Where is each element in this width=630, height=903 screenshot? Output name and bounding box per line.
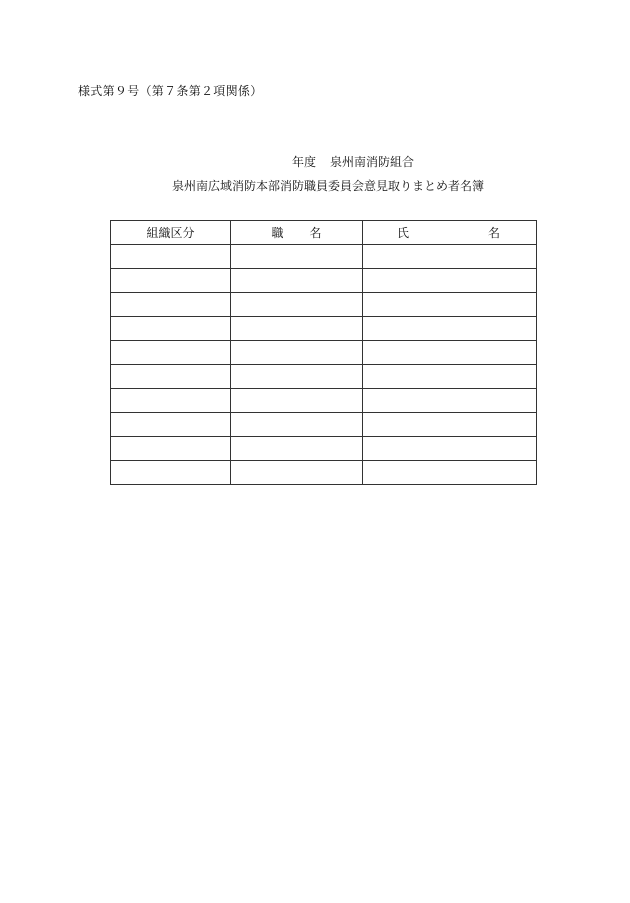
post-cell[interactable]	[231, 293, 363, 317]
table-row	[111, 413, 537, 437]
post-cell[interactable]	[231, 389, 363, 413]
post-cell[interactable]	[231, 245, 363, 269]
name-cell[interactable]	[363, 365, 537, 389]
name-cell[interactable]	[363, 461, 537, 485]
post-cell[interactable]	[231, 269, 363, 293]
column-header-org-division	[111, 221, 231, 245]
table-row	[111, 365, 537, 389]
fiscal-year-label: 年度	[292, 155, 317, 169]
name-cell[interactable]	[363, 317, 537, 341]
fiscal-year-line	[292, 153, 414, 170]
name-cell[interactable]	[363, 341, 537, 365]
org-division-cell[interactable]	[111, 461, 231, 485]
form-number: 様式第９号（第７条第２項関係）	[78, 84, 263, 98]
org-division-cell[interactable]	[111, 389, 231, 413]
post-cell[interactable]	[231, 461, 363, 485]
org-division-cell[interactable]	[111, 317, 231, 341]
table-body	[111, 245, 537, 485]
post-label-char-1: 職	[271, 226, 284, 240]
name-label-char-2: 名	[487, 226, 500, 240]
org-division-cell[interactable]	[111, 413, 231, 437]
table-row	[111, 245, 537, 269]
column-header-name	[363, 221, 537, 245]
org-division-label: 組織区分	[146, 226, 195, 240]
table-row	[111, 317, 537, 341]
org-division-cell[interactable]	[111, 245, 231, 269]
name-label-char-1: 氏	[397, 226, 410, 240]
column-header-post	[231, 221, 363, 245]
org-division-cell[interactable]	[111, 293, 231, 317]
org-division-cell[interactable]	[111, 365, 231, 389]
post-cell[interactable]	[231, 317, 363, 341]
post-cell[interactable]	[231, 365, 363, 389]
table-row	[111, 389, 537, 413]
post-cell[interactable]	[231, 413, 363, 437]
post-cell[interactable]	[231, 437, 363, 461]
org-division-cell[interactable]	[111, 269, 231, 293]
table-row	[111, 461, 537, 485]
table-row	[111, 437, 537, 461]
organization-name: 泉州南消防組合	[330, 155, 415, 169]
name-cell[interactable]	[363, 413, 537, 437]
table-row	[111, 341, 537, 365]
org-division-cell[interactable]	[111, 437, 231, 461]
name-cell[interactable]	[363, 245, 537, 269]
table-row	[111, 293, 537, 317]
roster-table	[110, 220, 537, 485]
post-label-char-2: 名	[309, 226, 322, 240]
org-division-cell[interactable]	[111, 341, 231, 365]
table-row	[111, 269, 537, 293]
post-cell[interactable]	[231, 341, 363, 365]
name-cell[interactable]	[363, 437, 537, 461]
table-header-row	[111, 221, 537, 245]
name-cell[interactable]	[363, 389, 537, 413]
name-cell[interactable]	[363, 293, 537, 317]
name-cell[interactable]	[363, 269, 537, 293]
document-title: 泉州南広域消防本部消防職員委員会意見取りまとめ者名簿	[172, 179, 485, 193]
